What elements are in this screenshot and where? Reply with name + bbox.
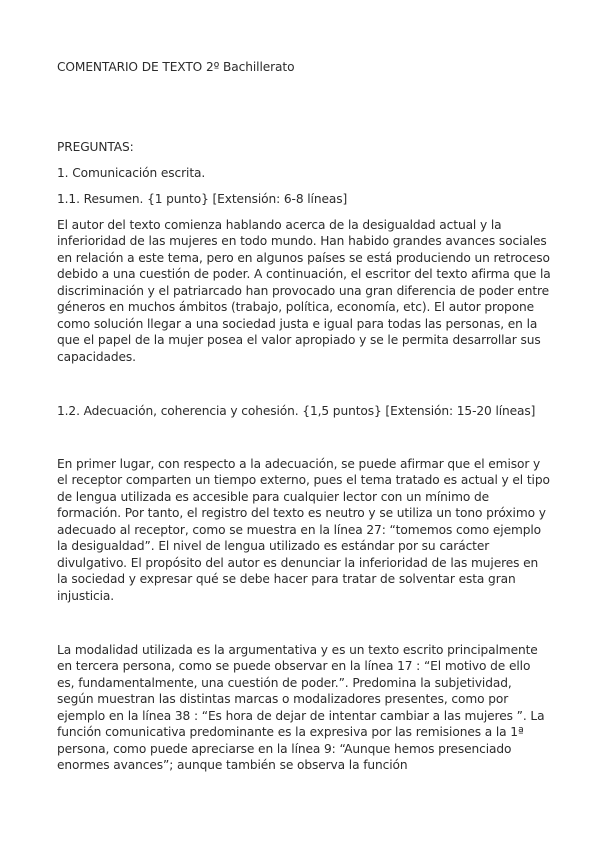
modality-paragraph: La modalidad utilizada es la argumentativa y es un texto escrito principalmente en tercera persona, como se puede observar en la línea 17 : “El motivo de ello es, fundamentalmente, una cuestión de poder.”. Predomina la subjetividad, según muestran las distintas marcas o modalizadores presentes, como por ejemplo en la línea 38 : “Es hora de dejar de intentar cambiar a las mujeres ”. La función comunicativa predominante es la expresiva por las remisiones a la 1ª persona, como puede apreciarse en la línea 9: “Aunque hemos presenciado enormes avances”; aunque también se observa la función xyxy=(57,643,545,773)
adequacy-paragraph: En primer lugar, con respecto a la adecuación, se puede afirmar que el emisor y el receptor comparten un tiempo externo, pues el tema tratado es actual y el tipo de lengua utilizada es accesible para cualquier lector con un mínimo de formación. Por tanto, el registro del texto es neutro y se utiliza un tono próximo y adecuado al receptor, como se muestra en la línea 27: “tomemos como ejemplo la desigualdad”. El nivel de lengua utilizado es estándar por su carácter divulgativo. El propósito del autor es denunciar la inferioridad de las mujeres en la sociedad y expresar qué se debe hacer para tratar de solventar esta gran injusticia. xyxy=(57,457,550,603)
section-heading-1-1: 1.1. Resumen. {1 punto} [Extensión: 6-8 líneas] xyxy=(57,192,348,206)
questions-heading: PREGUNTAS: xyxy=(57,140,134,154)
summary-paragraph: El autor del texto comienza hablando acerca de la desigualdad actual y la inferioridad de las mujeres en todo mundo. Han habido grandes avances sociales en relación a este tema, pero en algunos países se está produciendo un retroceso debido a una cuestión de poder. A continuación, el escritor del texto afirma que la discriminación y el patriarcado han provocado una gran diferencia de poder entre géneros en muchos ámbitos (trabajo, política, economía, etc). El autor propone como solución llegar a una sociedad justa e igual para todas las personas, en la que el papel de la mujer posea el valor apropiado y se le permita desarrollar sus capacidades. xyxy=(57,218,551,364)
section-heading-1: 1. Comunicación escrita. xyxy=(57,166,206,180)
section-heading-1-2: 1.2. Adecuación, coherencia y cohesión. {1,5 puntos} [Extensión: 15-20 líneas] xyxy=(57,404,536,418)
document-title: COMENTARIO DE TEXTO 2º Bachillerato xyxy=(57,60,295,74)
